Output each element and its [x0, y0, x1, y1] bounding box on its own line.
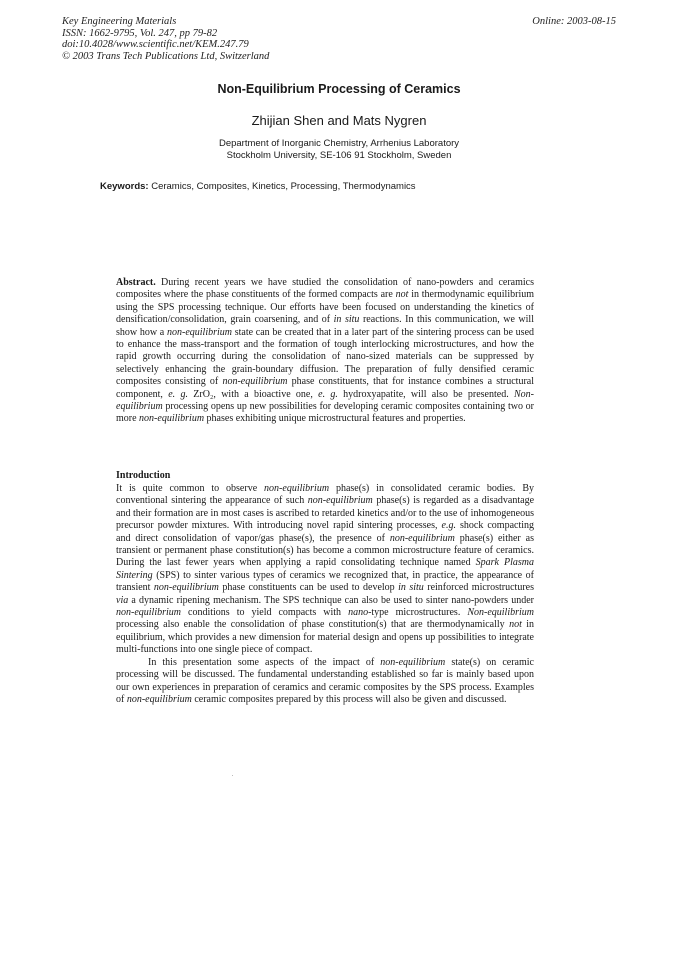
intro-italic: non-equilibrium: [153, 582, 219, 594]
intro-italic: e.g.: [441, 520, 456, 532]
intro-italic: Non-equilibrium: [467, 607, 535, 619]
intro-paragraph-2: [116, 657, 534, 707]
copyright-line: © 2003 Trans Tech Publications Ltd, Switzerland: [62, 50, 270, 62]
intro-text: ceramic composites prepared by this process will also be given and discussed.: [191, 693, 507, 705]
intro-text: reinforced microstructures: [423, 582, 534, 594]
abstract-italic: not: [395, 289, 409, 301]
intro-italic: nano: [348, 607, 369, 619]
abstract-label: Abstract.: [116, 277, 156, 288]
scan-speck: [232, 775, 233, 776]
abstract-italic: e. g.: [168, 388, 188, 400]
online-date: Online: 2003-08-15: [532, 16, 616, 27]
affiliation-line-2: Stockholm University, SE-106 91 Stockholm, Sweden: [226, 150, 452, 161]
intro-paragraph-1: [116, 483, 534, 657]
doi-line: doi:10.4028/www.scientific.net/KEM.247.79: [62, 39, 249, 50]
intro-italic: non-equilibrium: [307, 495, 373, 507]
keywords: [100, 181, 416, 192]
journal-name: Key Engineering Materials: [62, 16, 177, 27]
intro-text: a dynamic ripening mechanism. The SPS technique can also be used to sinter nano-powders under: [128, 594, 534, 606]
abstract-text: phases exhibiting unique microstructural features and properties.: [204, 413, 466, 425]
abstract-text: in thermodynamic equilibrium using the SPS processing technique. Our efforts have been focused on understanding the kinetics of densification/consolidation, grain coarsening, and of: [116, 289, 534, 326]
intro-text: phase(s) is regarded as a disadvantage and their formation are in most cases is ascribed to retarded kinetics and/or to the use of inhomogeneous precursor powder mixtures. With introducing novel rapid sintering processes,: [116, 495, 535, 532]
intro-text: conditions to yield compacts with: [181, 607, 349, 619]
intro-text: shock compacting and direct consolidation of vapor/gas phase(s), the presence of: [116, 520, 535, 544]
journal-header: [62, 16, 269, 62]
affiliation: [0, 138, 678, 162]
intro-text: In this presentation some aspects of the impact of: [148, 656, 381, 668]
keywords-text: Ceramics, Composites, Kinetics, Processing, Thermodynamics: [151, 181, 416, 192]
paper-title: Non-Equilibrium Processing of Ceramics: [217, 82, 461, 96]
intro-italic: via: [116, 594, 129, 606]
keywords-label: Keywords:: [100, 181, 149, 192]
intro-text: phase(s) either as transient or permanent phase constitution(s) has become a common microstructure feature of ceramics. During the last fewer years when applying a rapid consolidating technique named: [116, 532, 534, 569]
authors: Zhijian Shen and Mats Nygren: [251, 113, 427, 128]
intro-text: -type microstructures.: [368, 607, 468, 619]
abstract-italic: non-equilibrium: [139, 413, 205, 425]
intro-italic: non-equilibrium: [126, 693, 192, 705]
abstract-text: phase constituents, that for instance combines a structural component,: [116, 376, 534, 400]
abstract-text: ZrO₂, with a bioactive one,: [187, 388, 319, 400]
issn-line: ISSN: 1662-9795, Vol. 247, pp 79-82: [62, 27, 218, 39]
abstract-text: state can be created that in a later part of the sintering process can be used to enhance the mass-transport and the formation of tough interlocking microstructures, and how the rapid growth occurring during the consolidation of nano-sized materials can be suppressed by selectively enhancing the grain-boundary diffusion. The preparation of fully densified ceramic composites consisting of: [116, 326, 535, 388]
abstract-italic: non-equilibrium: [222, 376, 288, 388]
abstract-text: processing opens up new possibilities for developing ceramic composites containing two or more: [116, 401, 534, 425]
abstract: [116, 277, 534, 426]
intro-text: phase constituents can be used to develop: [218, 582, 399, 594]
intro-text: processing also enable the consolidation of phase constitution(s) that are thermodynamically: [116, 619, 510, 631]
intro-italic: in situ: [398, 582, 424, 594]
intro-italic: non-equilibrium: [264, 483, 330, 494]
abstract-italic: Non-equilibrium: [116, 388, 534, 413]
intro-text: in equilibrium, which provides a new dimension for material design and opens up possibilities to integrate multi-functions into one single piece of compact.: [116, 619, 534, 656]
intro-italic: non-equilibrium: [380, 656, 446, 668]
intro-text: (SPS) to sinter various types of ceramics we recognized that, in practice, the appearance of transient: [116, 569, 534, 594]
intro-italic: non-equilibrium: [389, 532, 455, 544]
abstract-text: hydroxyapatite, will also be presented.: [337, 388, 514, 400]
intro-text: It is quite common to observe: [116, 483, 265, 494]
abstract-italic: e. g.: [318, 388, 338, 400]
intro-italic: non-equilibrium: [116, 607, 181, 619]
abstract-italic: non-equilibrium: [167, 326, 232, 338]
intro-text: state(s) on ceramic processing will be discussed. The fundamental understanding established so far is mainly based upon our own experiences in preparation of ceramics and ceramic composites by the SPS process. Examples of: [116, 656, 534, 705]
introduction-body: [116, 483, 534, 706]
abstract-italic: in situ: [333, 314, 360, 326]
abstract-text: During recent years we have studied the consolidation of nano-powders and ceramics composites where the phase constituents of the formed compacts are: [116, 277, 534, 301]
intro-text: phase(s) in consolidated ceramic bodies. By conventional sintering the appearance of such: [116, 483, 534, 507]
introduction-heading: Introduction: [116, 470, 171, 481]
abstract-text: reactions. In this communication, we will show how a: [116, 314, 534, 338]
intro-italic: Spark Plasma Sintering: [116, 557, 534, 581]
affiliation-line-1: Department of Inorganic Chemistry, Arrhenius Laboratory: [218, 138, 460, 149]
intro-italic: not: [509, 619, 522, 631]
